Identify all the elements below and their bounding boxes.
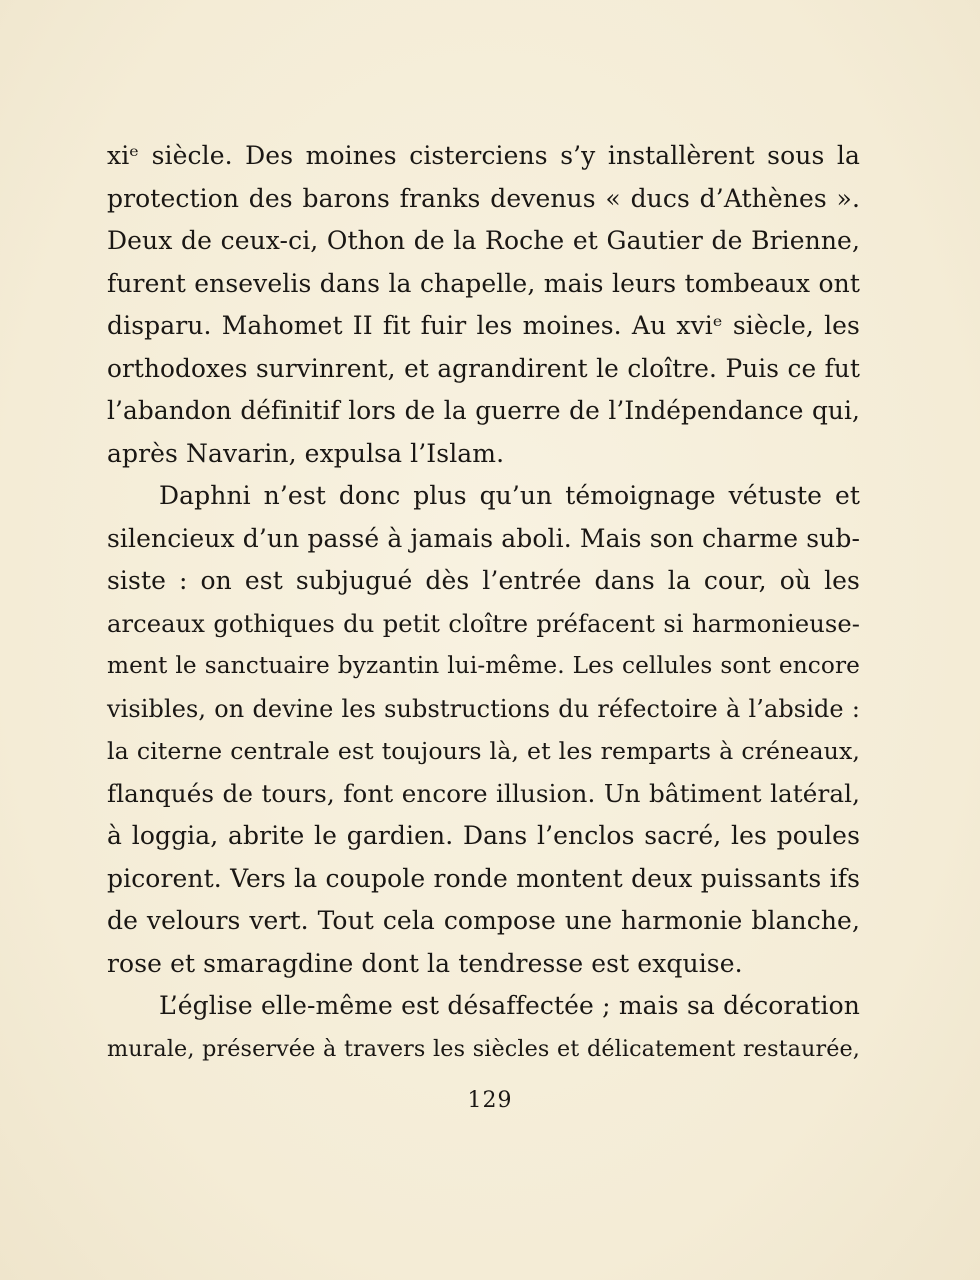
text-line: Deux de ceux-ci, Othon de la Roche et Gautier de Brienne, <box>107 226 860 255</box>
text-line: de velours vert. Tout cela compose une harmonie blanche, <box>107 906 860 935</box>
text-line: ment le sanctuaire byzantin lui-même. Les cellules sont encore <box>107 652 860 679</box>
text-line: orthodoxes survinrent, et agrandirent le cloître. Puis ce fut <box>107 353 860 383</box>
text-line: visibles, on devine les substructions du réfectoire à l’abside : <box>107 694 860 723</box>
page-number: 129 <box>467 1088 513 1113</box>
text-line: picorent. Vers la coupole ronde montent deux puissants ifs <box>107 863 860 893</box>
text-line: L’église elle-même est désaffectée ; mais sa décoration <box>159 991 860 1020</box>
text-line: furent ensevelis dans la chapelle, mais leurs tombeaux ont <box>107 268 860 298</box>
body-text <box>107 135 860 1070</box>
text-line: silencieux d’un passé à jamais aboli. Mais son charme sub- <box>107 523 860 553</box>
text-line: murale, préservée à travers les siècles et délicatement restaurée, <box>107 1035 860 1062</box>
text-line: la citerne centrale est toujours là, et les remparts à créneaux, <box>107 737 860 765</box>
text-line: Daphni n’est donc plus qu’un témoignage vétuste et <box>159 481 860 510</box>
text-line: à loggia, abrite le gardien. Dans l’enclos sacré, les poules <box>107 821 860 850</box>
text-line: arceaux gothiques du petit cloître préfacent si harmonieuse- <box>107 609 860 638</box>
text-line: xiᵉ siècle. Des moines cisterciens s’y installèrent sous la <box>107 141 860 170</box>
text-line: siste : on est subjugué dès l’entrée dans la cour, où les <box>107 566 860 595</box>
text-line: l’abandon définitif lors de la guerre de l’Indépendance qui, <box>107 396 860 425</box>
text-line: après Navarin, expulsa l’Islam. <box>107 438 505 468</box>
text-line: rose et smaragdine dont la tendresse est exquise. <box>107 948 743 978</box>
text-line: disparu. Mahomet II fit fuir les moines. Au xviᵉ siècle, les <box>107 311 860 340</box>
text-line: flanqués de tours, font encore illusion. Un bâtiment latéral, <box>107 778 860 808</box>
text-line: protection des barons franks devenus « ducs d’Athènes ». <box>107 183 860 213</box>
